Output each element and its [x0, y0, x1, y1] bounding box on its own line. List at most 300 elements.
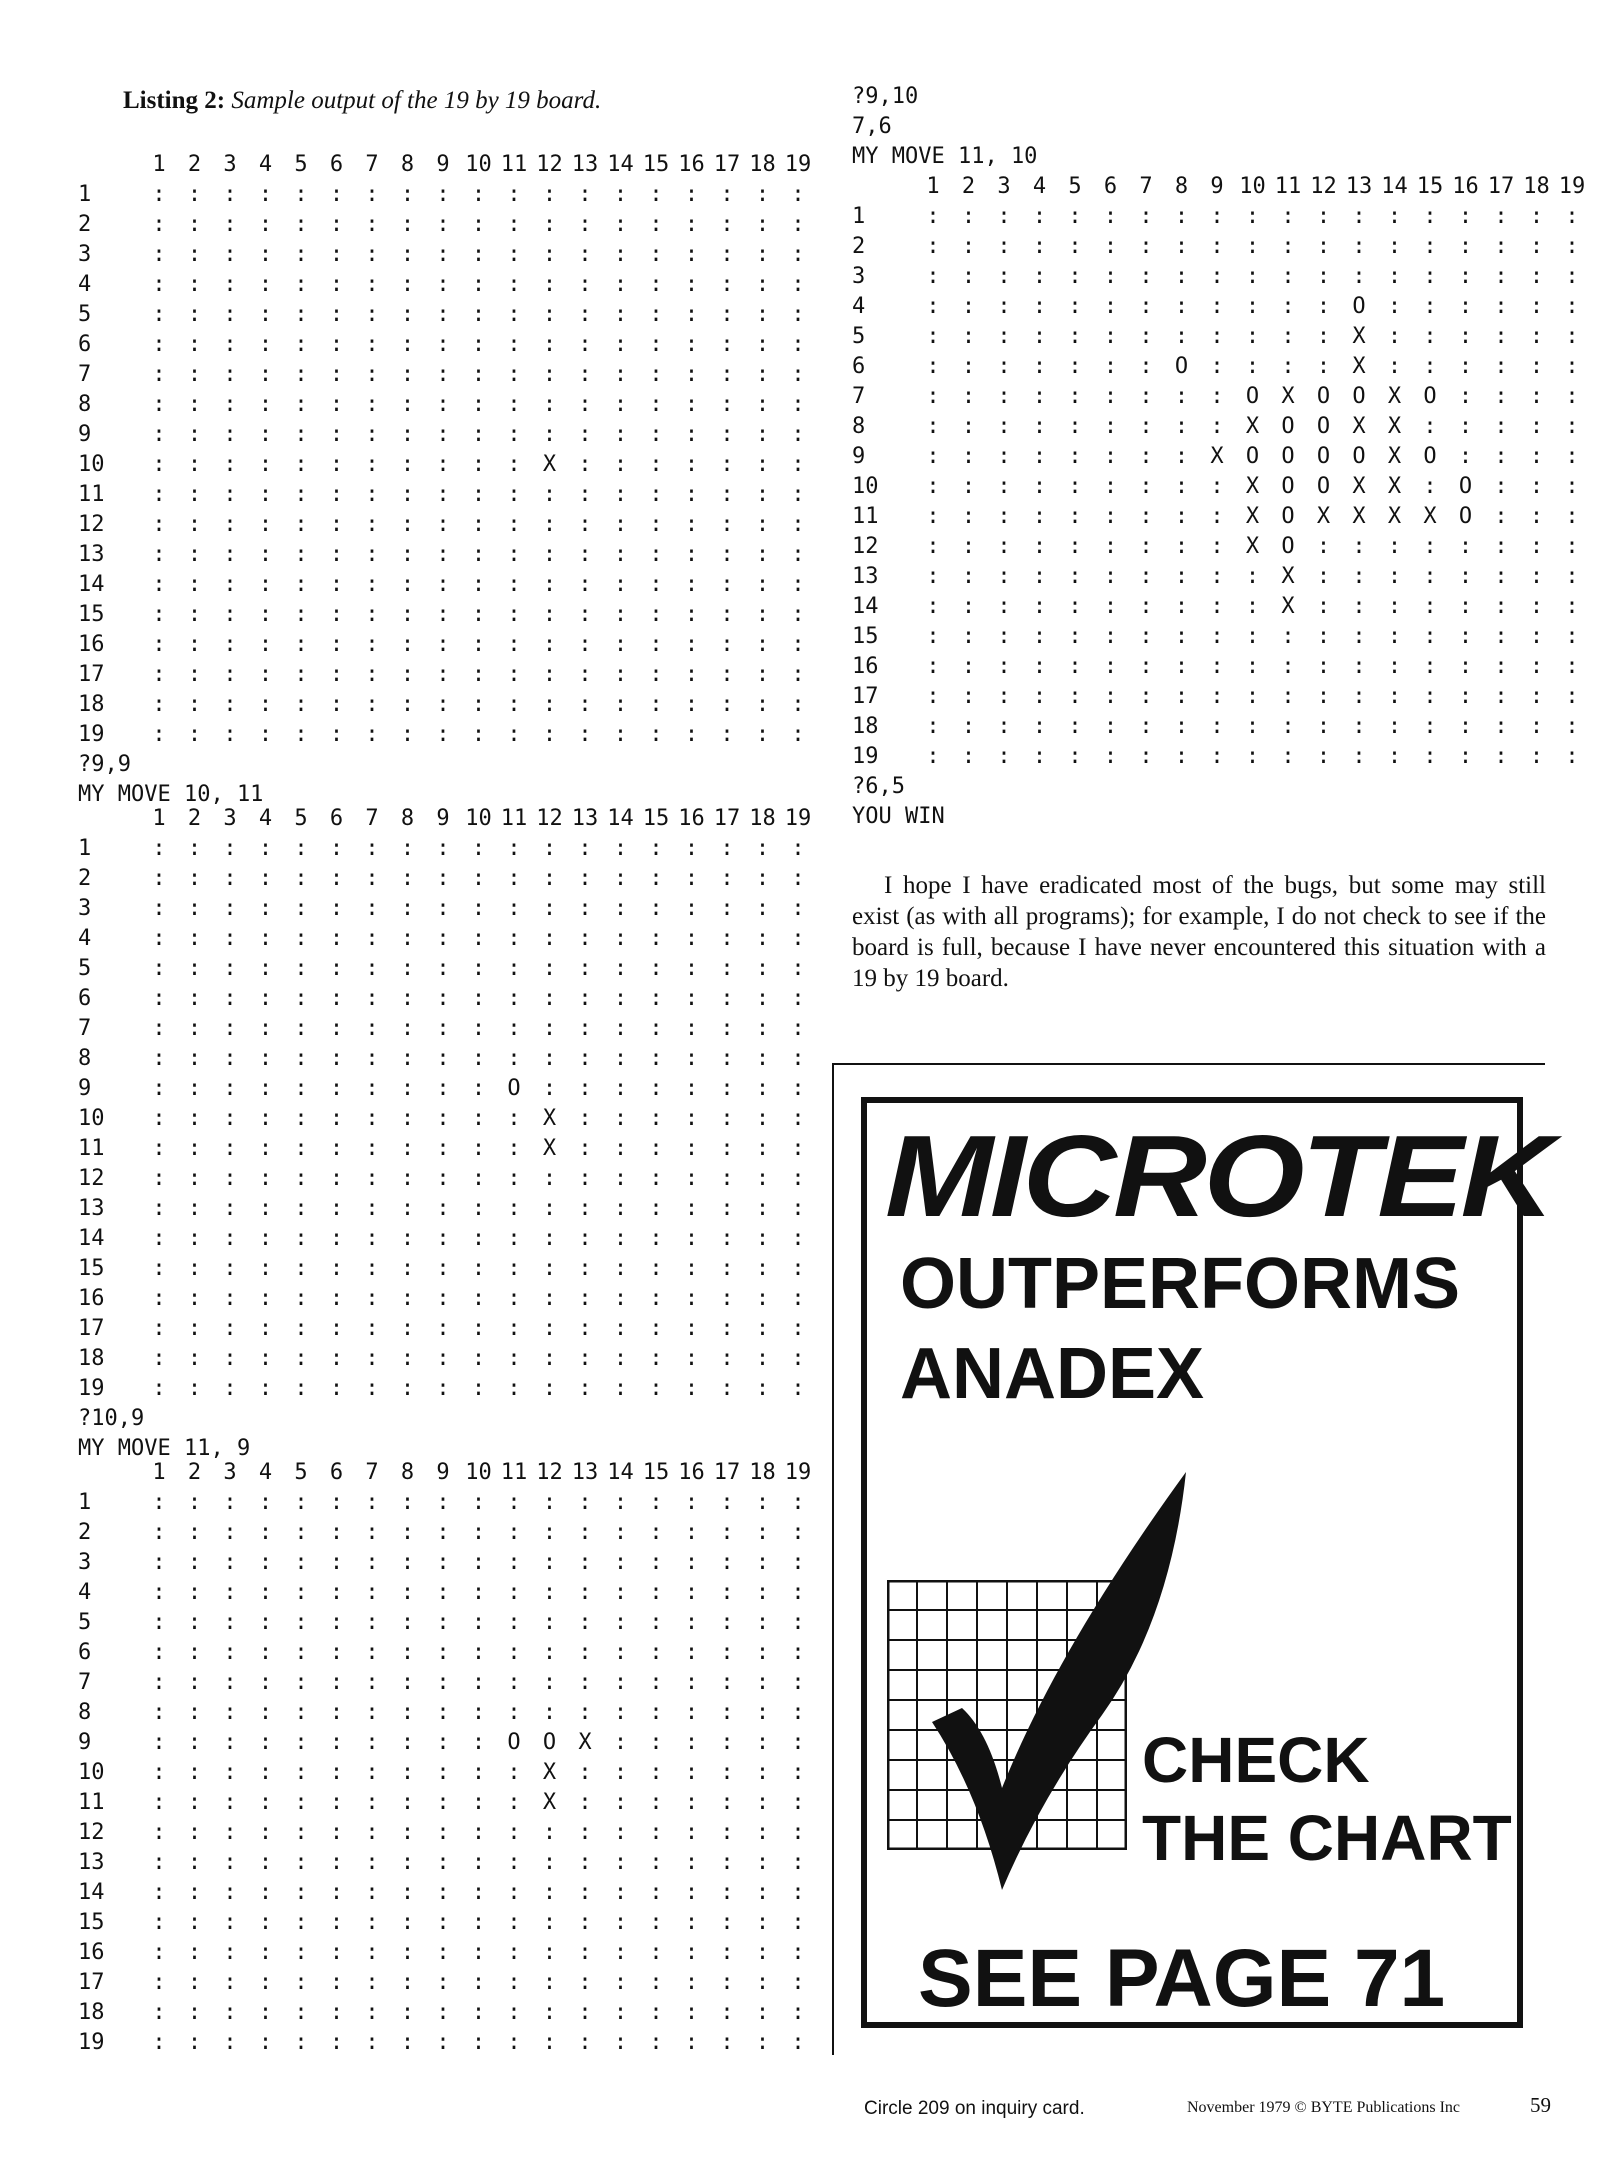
- board-cell: :: [365, 182, 379, 207]
- board-cell: :: [791, 242, 805, 267]
- board-cell: :: [187, 1136, 202, 1161]
- board-cell: :: [187, 1820, 202, 1845]
- board-piece: X: [1387, 504, 1402, 529]
- board-cell: :: [365, 242, 379, 267]
- board-row: [78, 1908, 818, 1938]
- board-cell: :: [613, 1256, 628, 1281]
- board-cell: :: [152, 1316, 166, 1341]
- board-cell: :: [791, 836, 805, 861]
- column-number: 9: [436, 152, 450, 177]
- board-piece: O: [507, 1076, 521, 1101]
- board-cell: :: [755, 1166, 770, 1191]
- row-number: 16: [852, 654, 879, 679]
- board-cell: :: [258, 362, 273, 387]
- board-cell: :: [1565, 354, 1579, 379]
- board-cell: :: [1245, 654, 1260, 679]
- board-cell: :: [187, 422, 202, 447]
- board-cell: :: [791, 1016, 805, 1041]
- board-cell: :: [1494, 714, 1508, 739]
- board-cell: :: [1281, 744, 1295, 769]
- board-cell: :: [997, 264, 1011, 289]
- board-cell: :: [542, 242, 557, 267]
- board-cell: :: [720, 1580, 734, 1605]
- board-cell: :: [997, 684, 1011, 709]
- board-cell: :: [649, 1880, 663, 1905]
- board-cell: :: [471, 1970, 486, 1995]
- board-cell: :: [542, 512, 557, 537]
- column-number: 18: [749, 152, 776, 177]
- board-cell: :: [649, 362, 663, 387]
- board-cell: :: [294, 1910, 308, 1935]
- board-cell: :: [436, 956, 450, 981]
- board-cell: :: [223, 242, 237, 267]
- board-cell: :: [1387, 234, 1402, 259]
- board-cell: :: [720, 662, 734, 687]
- board-cell: :: [223, 1196, 237, 1221]
- board-cell: :: [791, 1346, 805, 1371]
- board-cell: :: [684, 1226, 699, 1251]
- board-cell: :: [649, 332, 663, 357]
- board-cell: :: [961, 474, 976, 499]
- board-cell: :: [436, 572, 450, 597]
- board-cell: :: [258, 242, 273, 267]
- board-piece: O: [1245, 444, 1260, 469]
- board-cell: :: [1245, 204, 1260, 229]
- board-cell: :: [791, 1730, 805, 1755]
- board-cell: :: [400, 1106, 415, 1131]
- board-cell: :: [1174, 264, 1189, 289]
- column-number: 10: [465, 806, 492, 831]
- board-cell: :: [684, 1910, 699, 1935]
- board-cell: :: [613, 1610, 628, 1635]
- board-cell: :: [152, 836, 166, 861]
- board-cell: :: [755, 1610, 770, 1635]
- board-cell: :: [436, 1670, 450, 1695]
- board-cell: :: [755, 1940, 770, 1965]
- board-cell: :: [1032, 534, 1047, 559]
- board-piece: O: [1316, 384, 1331, 409]
- board-cell: :: [258, 1520, 273, 1545]
- board-cell: :: [1281, 294, 1295, 319]
- board-cell: :: [1281, 204, 1295, 229]
- board-cell: :: [152, 956, 166, 981]
- board-cell: :: [1068, 474, 1082, 499]
- board-cell: :: [791, 1196, 805, 1221]
- board-cell: :: [1210, 264, 1224, 289]
- board-cell: :: [294, 1226, 308, 1251]
- column-header: [78, 150, 818, 180]
- board-cell: :: [578, 632, 592, 657]
- printout-lines: [852, 82, 1592, 172]
- board-cell: :: [507, 2000, 521, 2025]
- board-piece: O: [1316, 444, 1331, 469]
- board-cell: :: [755, 602, 770, 627]
- column-number: 13: [571, 1460, 599, 1485]
- board-cell: :: [1565, 654, 1579, 679]
- board-cell: :: [507, 1670, 521, 1695]
- board-cell: :: [436, 662, 450, 687]
- board-cell: :: [365, 1166, 379, 1191]
- board-cell: :: [1529, 474, 1544, 499]
- board-cell: :: [258, 866, 273, 891]
- board-cell: :: [755, 362, 770, 387]
- board-cell: :: [684, 1106, 699, 1131]
- board-block-4: [852, 82, 1592, 832]
- board-cell: :: [471, 2000, 486, 2025]
- board-cell: :: [649, 1730, 663, 1755]
- board-cell: :: [365, 1346, 379, 1371]
- board-row: [78, 210, 818, 240]
- board-cell: :: [471, 1640, 486, 1665]
- board-cell: :: [578, 1376, 592, 1401]
- board-cell: :: [791, 362, 805, 387]
- board-cell: :: [258, 1196, 273, 1221]
- board-piece: O: [1458, 474, 1473, 499]
- board-cell: :: [720, 1346, 734, 1371]
- board-cell: :: [152, 1700, 166, 1725]
- board-piece: X: [1352, 324, 1366, 349]
- board-row: [852, 652, 1592, 682]
- ad-headline-2: ANADEX: [900, 1334, 1205, 1414]
- board-cell: :: [613, 1316, 628, 1341]
- board-cell: :: [471, 332, 486, 357]
- board-cell: :: [1423, 204, 1437, 229]
- board-cell: :: [436, 182, 450, 207]
- board-cell: :: [684, 1580, 699, 1605]
- board-cell: :: [755, 1550, 770, 1575]
- board-piece: X: [1352, 504, 1366, 529]
- board-cell: :: [720, 272, 734, 297]
- board-cell: :: [1103, 444, 1118, 469]
- board-cell: :: [613, 722, 628, 747]
- board-cell: :: [720, 722, 734, 747]
- board-cell: :: [152, 2030, 166, 2055]
- board-cell: :: [1068, 714, 1082, 739]
- board-cell: :: [223, 1670, 237, 1695]
- board-cell: :: [471, 1346, 486, 1371]
- board-cell: :: [649, 1910, 663, 1935]
- column-number: 19: [1558, 174, 1586, 199]
- board-piece: O: [1352, 294, 1366, 319]
- board-cell: :: [720, 1520, 734, 1545]
- board-cell: :: [755, 896, 770, 921]
- board-cell: :: [755, 1580, 770, 1605]
- board-cell: :: [1387, 354, 1402, 379]
- board-cell: :: [436, 1376, 450, 1401]
- board-cell: :: [294, 926, 308, 951]
- ad-check-line: CHECK: [1142, 1724, 1370, 1796]
- board-cell: :: [684, 836, 699, 861]
- board-cell: :: [649, 722, 663, 747]
- board-cell: :: [1068, 354, 1082, 379]
- board-cell: :: [329, 1730, 344, 1755]
- board-cell: :: [649, 1790, 663, 1815]
- board-cell: :: [400, 512, 415, 537]
- board-piece: X: [1245, 414, 1260, 439]
- board-cell: :: [436, 242, 450, 267]
- column-number: 14: [1381, 174, 1408, 199]
- board-cell: :: [223, 692, 237, 717]
- board-cell: :: [436, 1850, 450, 1875]
- board-cell: :: [578, 1760, 592, 1785]
- board-cell: :: [791, 1820, 805, 1845]
- board-cell: :: [1494, 624, 1508, 649]
- printout-line: ?10,9: [78, 1406, 145, 1431]
- board-cell: :: [365, 1730, 379, 1755]
- board-cell: :: [294, 392, 308, 417]
- board-cell: :: [578, 1550, 592, 1575]
- board-cell: :: [507, 986, 521, 1011]
- board-cell: :: [1174, 714, 1189, 739]
- board-cell: :: [223, 1166, 237, 1191]
- board-cell: :: [258, 896, 273, 921]
- board-cell: :: [223, 542, 237, 567]
- board-cell: :: [1068, 204, 1082, 229]
- board-cell: :: [223, 1820, 237, 1845]
- board-row: [78, 1074, 818, 1104]
- board-cell: :: [613, 1166, 628, 1191]
- board-cell: :: [649, 1760, 663, 1785]
- board-cell: :: [258, 302, 273, 327]
- board-cell: :: [684, 542, 699, 567]
- board-row: [78, 1818, 818, 1848]
- board-row: [852, 712, 1592, 742]
- board-cell: :: [1494, 354, 1508, 379]
- board-cell: :: [1174, 384, 1189, 409]
- board-cell: :: [720, 1256, 734, 1281]
- board-cell: :: [613, 182, 628, 207]
- board-cell: :: [294, 722, 308, 747]
- board-cell: :: [187, 1196, 202, 1221]
- board-cell: :: [258, 1970, 273, 1995]
- board-cell: :: [578, 1046, 592, 1071]
- board-cell: :: [542, 1226, 557, 1251]
- board-cell: :: [187, 1316, 202, 1341]
- board-cell: :: [649, 1610, 663, 1635]
- board-cell: :: [613, 1076, 628, 1101]
- board-cell: :: [1032, 204, 1047, 229]
- board-row: [852, 382, 1592, 412]
- board-cell: :: [613, 1106, 628, 1131]
- board-row: [78, 1788, 818, 1818]
- board-cell: :: [294, 1670, 308, 1695]
- board-cell: :: [365, 1820, 379, 1845]
- board-cell: :: [258, 542, 273, 567]
- column-number: 13: [571, 152, 599, 177]
- board-cell: :: [542, 1580, 557, 1605]
- board-cell: :: [365, 986, 379, 1011]
- board-cell: :: [329, 1346, 344, 1371]
- board-row: [78, 1254, 818, 1284]
- board-cell: :: [1494, 564, 1508, 589]
- board-cell: :: [152, 1046, 166, 1071]
- board-cell: :: [791, 1610, 805, 1635]
- board-cell: :: [329, 2030, 344, 2055]
- row-number: 6: [78, 332, 92, 357]
- board-cell: :: [1281, 714, 1295, 739]
- board-cell: :: [1387, 564, 1402, 589]
- board-cell: :: [1494, 204, 1508, 229]
- board-cell: :: [926, 624, 940, 649]
- board-cell: :: [400, 272, 415, 297]
- board-cell: :: [791, 182, 805, 207]
- board-cell: :: [471, 1580, 486, 1605]
- board-cell: :: [187, 1850, 202, 1875]
- row-number: 2: [852, 234, 866, 259]
- board-cell: :: [471, 1136, 486, 1161]
- board-cell: :: [997, 414, 1011, 439]
- board-cell: :: [791, 692, 805, 717]
- board-cell: :: [1352, 564, 1366, 589]
- board-cell: :: [791, 866, 805, 891]
- row-number: 18: [78, 2000, 105, 2025]
- row-number: 9: [852, 444, 866, 469]
- board-cell: :: [258, 1346, 273, 1371]
- board-cell: :: [578, 572, 592, 597]
- board-cell: :: [1032, 234, 1047, 259]
- board-row: [78, 540, 818, 570]
- board-cell: :: [578, 182, 592, 207]
- board-cell: :: [471, 896, 486, 921]
- board-cell: :: [329, 1076, 344, 1101]
- board-cell: :: [436, 722, 450, 747]
- board-cell: :: [791, 602, 805, 627]
- board-cell: :: [258, 1046, 273, 1071]
- board-cell: :: [542, 362, 557, 387]
- board-piece: X: [542, 1136, 557, 1161]
- column-number: 5: [294, 152, 308, 177]
- board-cell: :: [507, 512, 521, 537]
- board-cell: :: [365, 1256, 379, 1281]
- board-cell: :: [755, 1286, 770, 1311]
- board-cell: :: [684, 1046, 699, 1071]
- board-cell: :: [755, 986, 770, 1011]
- board-piece: X: [1387, 414, 1402, 439]
- board-cell: :: [1529, 264, 1544, 289]
- board-cell: :: [471, 1760, 486, 1785]
- board-cell: :: [613, 1670, 628, 1695]
- board-cell: :: [187, 602, 202, 627]
- board-cell: :: [684, 1196, 699, 1221]
- board-cell: :: [471, 1670, 486, 1695]
- board-piece: O: [1281, 504, 1295, 529]
- board-cell: :: [436, 332, 450, 357]
- board-cell: :: [542, 1046, 557, 1071]
- board-cell: :: [400, 1136, 415, 1161]
- board-piece: X: [542, 1106, 557, 1131]
- board-cell: :: [1032, 654, 1047, 679]
- board-cell: :: [578, 212, 592, 237]
- board-cell: :: [961, 744, 976, 769]
- board-cell: :: [152, 1166, 166, 1191]
- board-cell: :: [926, 324, 940, 349]
- board-cell: :: [507, 542, 521, 567]
- board-cell: :: [649, 632, 663, 657]
- column-number: 9: [436, 1460, 450, 1485]
- board-cell: :: [294, 2000, 308, 2025]
- board-cell: :: [542, 1196, 557, 1221]
- board-cell: :: [1174, 414, 1189, 439]
- board-cell: :: [258, 956, 273, 981]
- board-row: [78, 894, 818, 924]
- board-cell: :: [720, 1490, 734, 1515]
- board-cell: :: [1565, 414, 1579, 439]
- board-cell: :: [152, 1760, 166, 1785]
- column-number: 19: [784, 1460, 812, 1485]
- board-cell: :: [152, 1076, 166, 1101]
- board-cell: :: [329, 182, 344, 207]
- board-cell: :: [1316, 324, 1331, 349]
- board-cell: :: [471, 926, 486, 951]
- board-cell: :: [152, 482, 166, 507]
- board-cell: :: [1529, 624, 1544, 649]
- board-cell: :: [1387, 714, 1402, 739]
- board-cell: :: [365, 1790, 379, 1815]
- page-number: 59: [1530, 2093, 1551, 2117]
- board-cell: :: [365, 1760, 379, 1785]
- board-cell: :: [436, 2000, 450, 2025]
- board-cell: :: [152, 1820, 166, 1845]
- board-cell: :: [1139, 654, 1153, 679]
- board-row: [78, 1968, 818, 1998]
- board-cell: :: [578, 302, 592, 327]
- board-cell: :: [542, 1910, 557, 1935]
- row-number: 13: [78, 1196, 105, 1221]
- board-cell: :: [720, 956, 734, 981]
- board-row: [78, 1374, 818, 1404]
- board-row: [852, 352, 1592, 382]
- board-cell: :: [223, 422, 237, 447]
- board-cell: :: [1210, 204, 1224, 229]
- board-cell: :: [1565, 264, 1579, 289]
- row-number: 19: [78, 1376, 105, 1401]
- board-cell: :: [329, 1820, 344, 1845]
- board-cell: :: [187, 722, 202, 747]
- board-cell: :: [152, 692, 166, 717]
- board-cell: :: [542, 392, 557, 417]
- board-cell: :: [1529, 444, 1544, 469]
- board-cell: :: [1316, 534, 1331, 559]
- board-cell: :: [400, 632, 415, 657]
- board-row: [852, 532, 1592, 562]
- board-cell: :: [1139, 744, 1153, 769]
- board-piece: X: [1281, 564, 1295, 589]
- board-cell: :: [649, 1640, 663, 1665]
- board-cell: :: [578, 272, 592, 297]
- row-number: 9: [78, 1730, 92, 1755]
- board-cell: :: [542, 836, 557, 861]
- board-cell: :: [684, 392, 699, 417]
- board-cell: :: [1529, 294, 1544, 319]
- board-cell: :: [365, 422, 379, 447]
- board-cell: :: [649, 1256, 663, 1281]
- board-cell: :: [507, 722, 521, 747]
- board-cell: :: [365, 512, 379, 537]
- board-cell: :: [613, 986, 628, 1011]
- board-row: [78, 720, 818, 750]
- board-cell: :: [755, 1760, 770, 1785]
- board-piece: X: [1352, 414, 1366, 439]
- printout-line: MY MOVE 10, 11: [78, 782, 264, 807]
- column-number: 15: [642, 1460, 670, 1485]
- board-cell: :: [223, 482, 237, 507]
- board-cell: :: [755, 1820, 770, 1845]
- column-number: 10: [465, 152, 492, 177]
- board-cell: :: [578, 1970, 592, 1995]
- board-row: [78, 1488, 818, 1518]
- board-cell: :: [542, 1076, 557, 1101]
- column-number: 12: [536, 806, 563, 831]
